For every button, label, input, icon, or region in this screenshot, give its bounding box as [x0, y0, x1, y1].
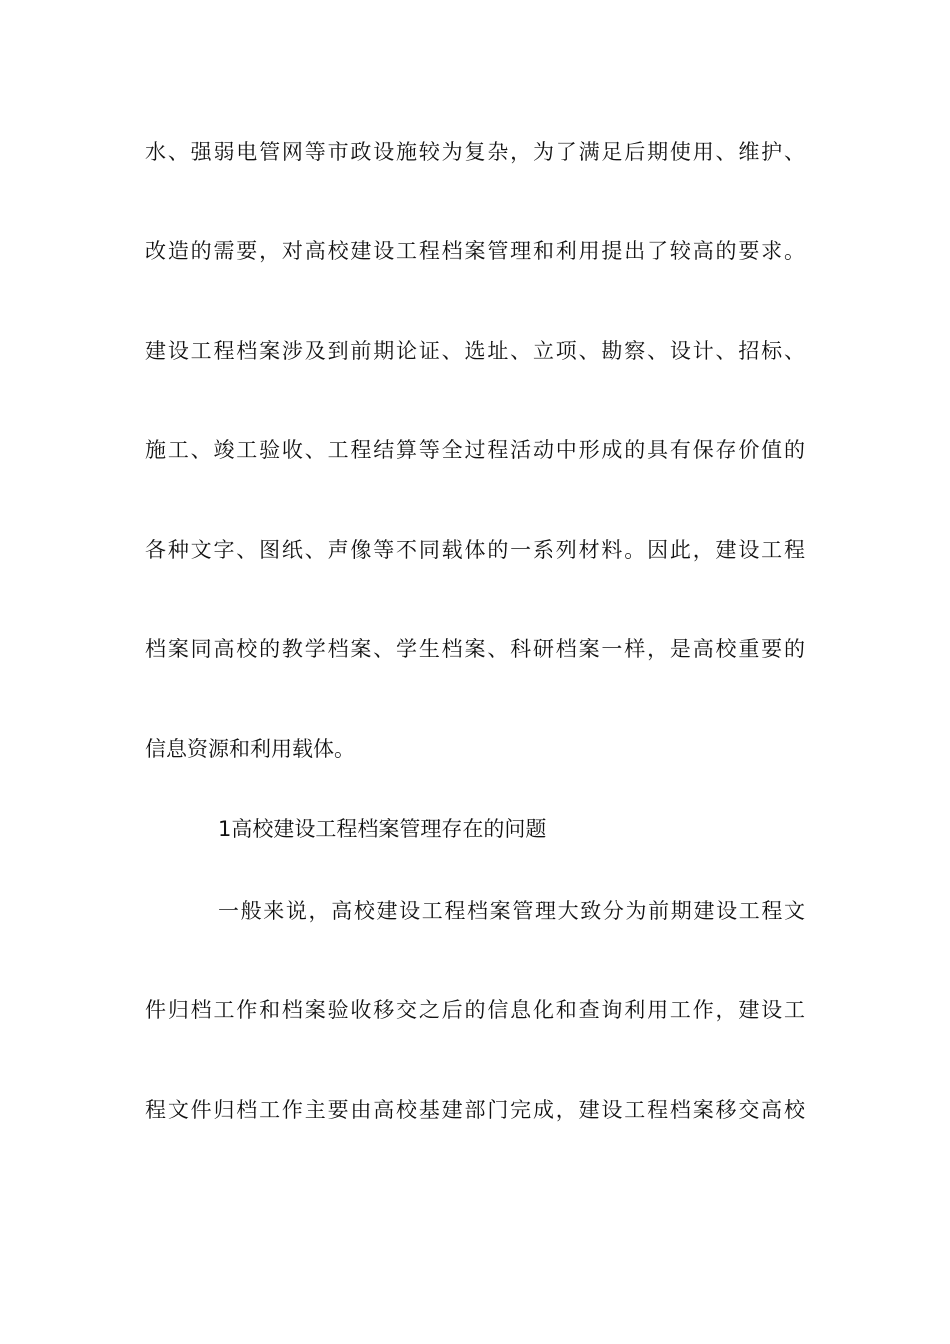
- text-line: 件归档工作和档案验收移交之后的信息化和查询利用工作，建设工: [145, 998, 805, 1022]
- text-line: 档案同高校的教学档案、学生档案、科研档案一样，是高校重要的: [145, 637, 805, 661]
- text-line: 程文件归档工作主要由高校基建部门完成，建设工程档案移交高校: [145, 1098, 805, 1122]
- text-line: 一般来说，高校建设工程档案管理大致分为前期建设工程文: [218, 899, 805, 923]
- section-heading: 1高校建设工程档案管理存在的问题: [218, 817, 547, 841]
- text-line: 各种文字、图纸、声像等不同载体的一系列材料。因此，建设工程: [145, 538, 805, 562]
- text-line: 建设工程档案涉及到前期论证、选址、立项、勘察、设计、招标、: [145, 339, 805, 363]
- text-line: 水、强弱电管网等市政设施较为复杂，为了满足后期使用、维护、: [145, 140, 805, 164]
- text-line: 改造的需要，对高校建设工程档案管理和利用提出了较高的要求。: [145, 239, 805, 263]
- text-line: 施工、竣工验收、工程结算等全过程活动中形成的具有保存价值的: [145, 438, 805, 462]
- text-line: 信息资源和利用载体。: [145, 737, 355, 761]
